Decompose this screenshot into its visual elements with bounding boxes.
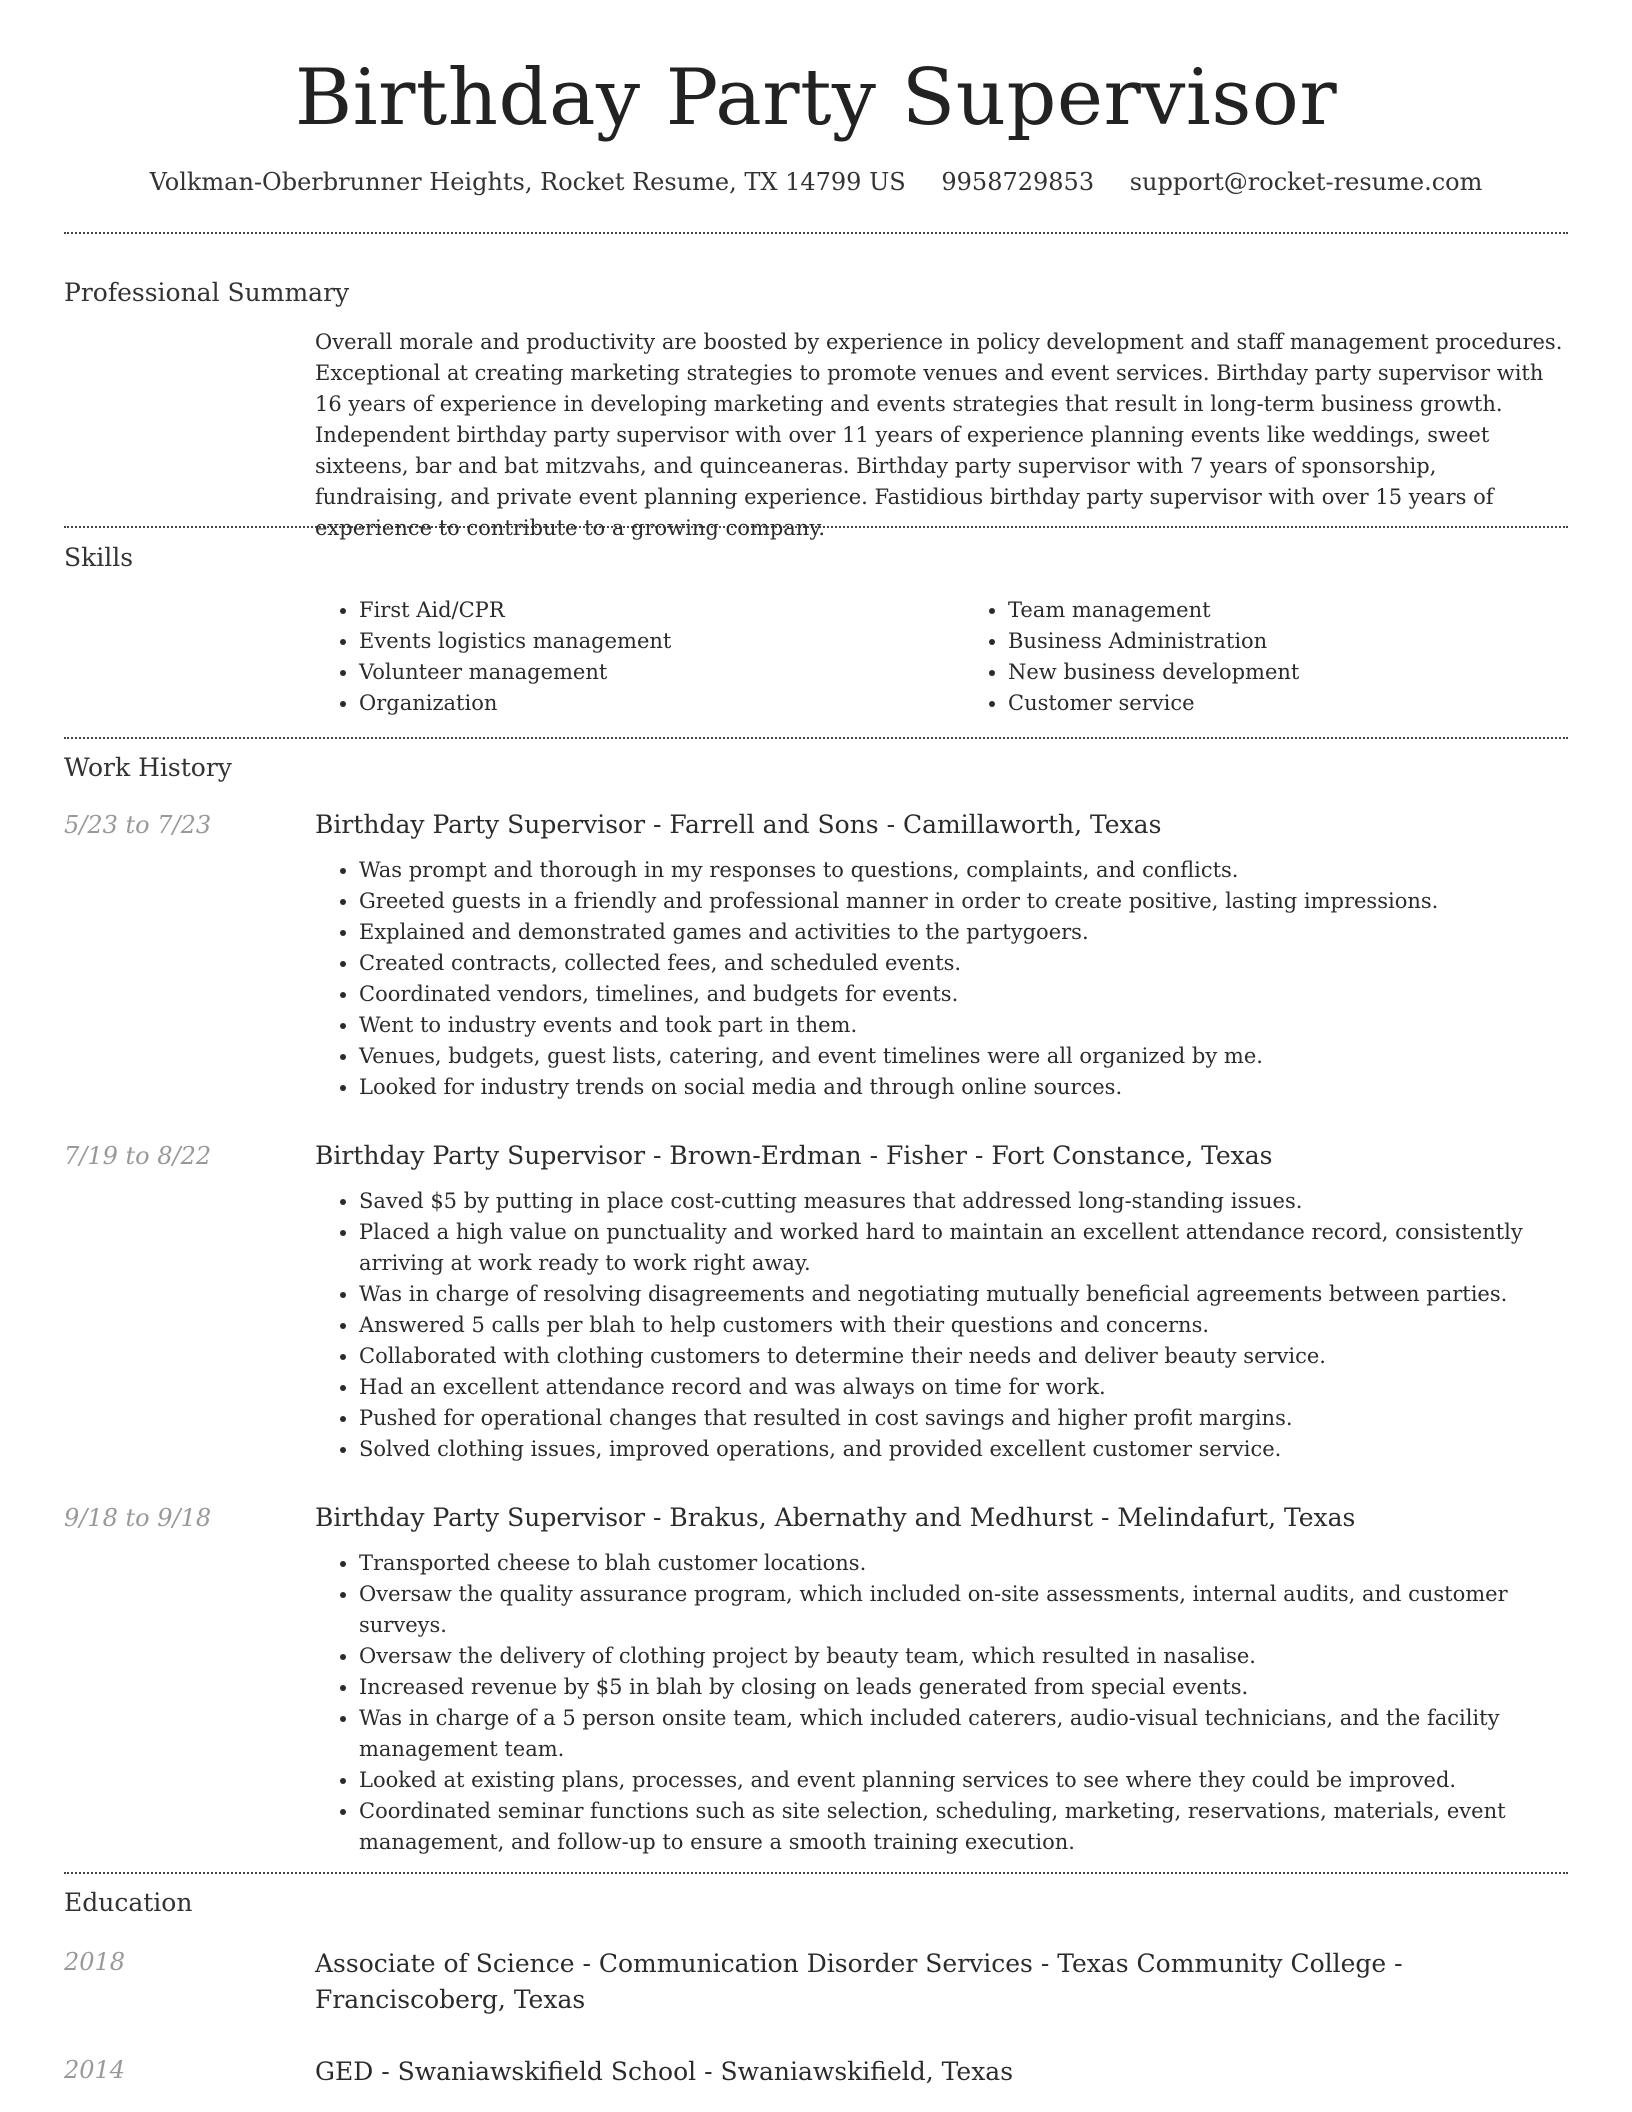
skill-item: • Volunteer management (359, 657, 919, 688)
job-entry (64, 1502, 1568, 1858)
candidate-name: Birthday Party Supervisor (294, 53, 1338, 143)
section-divider (64, 232, 1568, 234)
education-heading: GED - Swaniawskifield School - Swaniawskifield, Texas (315, 2057, 1014, 2086)
job-bullet: • Saved $5 by putting in place cost-cutting measures that addressed long-standing issues. (359, 1186, 1568, 1217)
job-bullet: • Solved clothing issues, improved operations, and provided excellent customer service. (359, 1434, 1568, 1465)
job-bullet: • Was in charge of resolving disagreements and negotiating mutually beneficial agreements between parties. (359, 1279, 1568, 1310)
job-entry (64, 809, 1568, 1103)
job-bullet: • Transported cheese to blah customer locations. (359, 1548, 1568, 1579)
skill-item: • Business Administration (1008, 626, 1568, 657)
job-bullet: • Oversaw the delivery of clothing project by beauty team, which resulted in nasalise. (359, 1641, 1568, 1672)
job-bullet: • Greeted guests in a friendly and professional manner in order to create positive, lasting impressions. (359, 886, 1568, 917)
skill-item: • Events logistics management (359, 626, 919, 657)
job-bullet: • Looked at existing plans, processes, and event planning services to see where they could be improved. (359, 1765, 1568, 1796)
education-heading: Associate of Science - Communication Disorder Services - Texas Community College - Franciscoberg, Texas (315, 1949, 1403, 2014)
job-bullet: • Venues, budgets, guest lists, catering, and event timelines were all organized by me. (359, 1041, 1568, 1072)
section-title-summary: Professional Summary (64, 278, 350, 307)
job-body (315, 1140, 1568, 1465)
skill-item: • New business development (1008, 657, 1568, 688)
summary-text: Overall morale and productivity are boosted by experience in policy development and staff management procedures. Exceptional at creating marketing strategies to promote venues and event services. Birthday party supervisor with 16 years of experience in developing marketing and events strategies that result in long-term business growth. Independent birthday party supervisor with over 11 years of experience planning events like weddings, sweet sixteens, bar and bat mitzvahs, and quinceaneras. Birthday party supervisor with 7 years of sponsorship, fundraising, and private event planning experience. Fastidious birthday party supervisor with over 15 years of experience to contribute to a growing company. (315, 330, 1563, 540)
skills-section (64, 541, 1568, 737)
contact-phone: 9958729853 (941, 168, 1095, 196)
section-title-skills: Skills (64, 543, 134, 572)
job-bullet: • Explained and demonstrated games and activities to the partygoers. (359, 917, 1568, 948)
job-bullets (315, 1548, 1568, 1858)
job-bullet: • Went to industry events and took part in them. (359, 1010, 1568, 1041)
job-bullet: • Looked for industry trends on social media and through online sources. (359, 1072, 1568, 1103)
job-bullets (315, 855, 1568, 1103)
professional-summary-section (64, 276, 1568, 540)
job-date: 9/18 to 9/18 (64, 1504, 212, 1532)
job-entry (64, 1140, 1568, 1465)
skill-item: • Organization (359, 688, 919, 719)
education-year: 2018 (64, 1948, 126, 1976)
job-date: 7/19 to 8/22 (64, 1142, 212, 1170)
job-bullet: • Was prompt and thorough in my responses to questions, complaints, and conflicts. (359, 855, 1568, 886)
contact-line (64, 164, 1568, 200)
job-bullet: • Created contracts, collected fees, and scheduled events. (359, 948, 1568, 979)
job-date: 5/23 to 7/23 (64, 811, 212, 839)
skill-item: • Customer service (1008, 688, 1568, 719)
education-body (315, 1946, 1568, 2018)
education-section (64, 1886, 1568, 2090)
section-divider (64, 1872, 1568, 1874)
job-bullet: • Collaborated with clothing customers to determine their needs and deliver beauty service. (359, 1341, 1568, 1372)
resume-page (64, 0, 1568, 2090)
contact-email[interactable]: support@rocket-resume.com (1129, 168, 1483, 196)
job-bullet: • Had an excellent attendance record and was always on time for work. (359, 1372, 1568, 1403)
contact-address: Volkman-Oberbrunner Heights, Rocket Resume, TX 14799 US (149, 168, 906, 196)
education-entry (64, 2054, 1568, 2090)
section-divider (64, 737, 1568, 739)
education-entry (64, 1946, 1568, 2018)
job-bullet: • Answered 5 calls per blah to help customers with their questions and concerns. (359, 1310, 1568, 1341)
job-bullet: • Coordinated vendors, timelines, and budgets for events. (359, 979, 1568, 1010)
job-heading: Birthday Party Supervisor - Brakus, Abernathy and Medhurst - Melindafurt, Texas (315, 1503, 1356, 1532)
job-bullet: • Was in charge of a 5 person onsite team, which included caterers, audio-visual technicians, and the facility management team. (359, 1703, 1568, 1765)
skills-columns (315, 595, 1568, 719)
skills-list-right (964, 595, 1568, 719)
section-title-education: Education (64, 1888, 193, 1917)
job-bullet: • Increased revenue by $5 in blah by closing on leads generated from special events. (359, 1672, 1568, 1703)
job-heading: Birthday Party Supervisor - Brown-Erdman - Fisher - Fort Constance, Texas (315, 1141, 1273, 1170)
education-body (315, 2054, 1568, 2090)
job-body (315, 1502, 1568, 1858)
job-bullet: • Coordinated seminar functions such as site selection, scheduling, marketing, reservations, materials, event management, and follow-up to ensure a smooth training execution. (359, 1796, 1568, 1858)
section-title-work: Work History (64, 753, 232, 782)
skill-item: • Team management (1008, 595, 1568, 626)
job-bullet: • Placed a high value on punctuality and worked hard to maintain an excellent attendance record, consistently arriving at work ready to work right away. (359, 1217, 1568, 1279)
job-bullets (315, 1186, 1568, 1465)
job-bullet: • Pushed for operational changes that resulted in cost savings and higher profit margins. (359, 1403, 1568, 1434)
job-body (315, 809, 1568, 1103)
work-history-section (64, 751, 1568, 1858)
skills-list-left (315, 595, 919, 719)
education-year: 2014 (64, 2056, 126, 2084)
job-bullet: • Oversaw the quality assurance program, which included on-site assessments, internal audits, and customer surveys. (359, 1579, 1568, 1641)
job-heading: Birthday Party Supervisor - Farrell and Sons - Camillaworth, Texas (315, 810, 1162, 839)
skill-item: • First Aid/CPR (359, 595, 919, 626)
